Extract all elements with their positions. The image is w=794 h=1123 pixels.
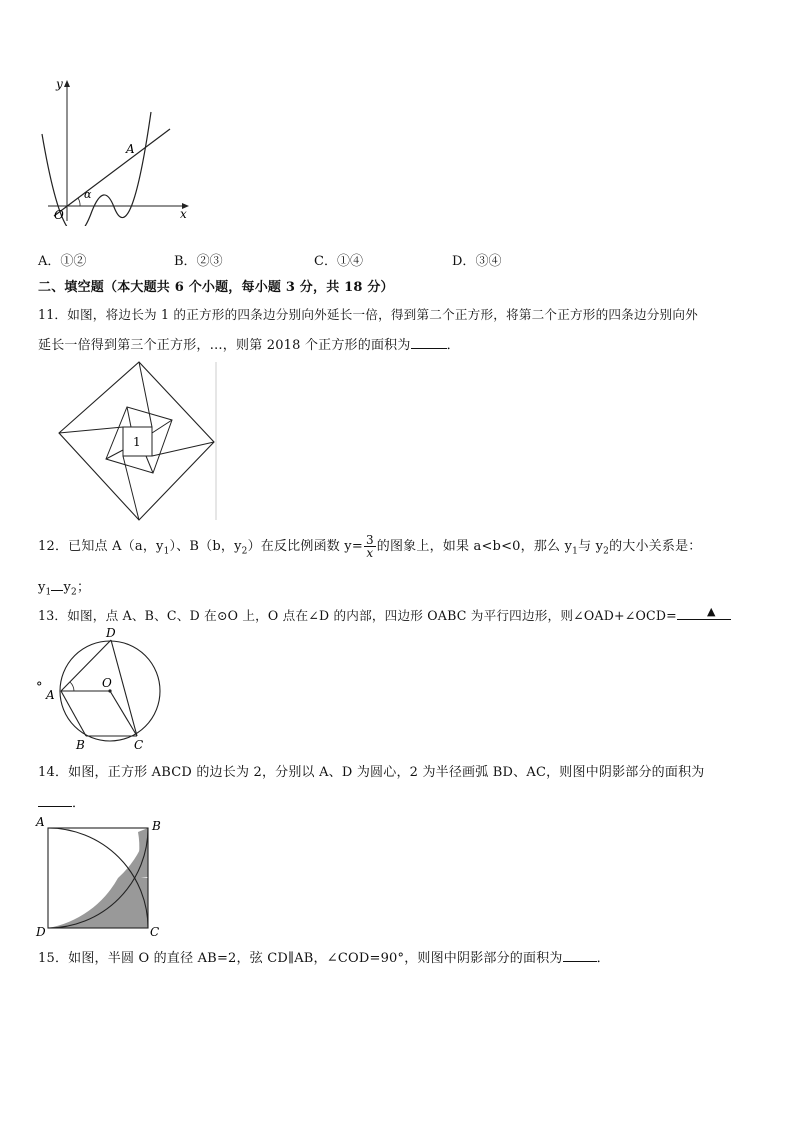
label-b: B [76,738,85,751]
section-title: 二、填空题（本大题共 6 个小题，每小题 3 分，共 18 分） [38,280,394,295]
q15-answer-blank[interactable] [563,949,597,962]
option-b[interactable]: B．②③ [174,254,223,269]
label-d: D [106,626,116,640]
label-o: O [102,676,112,690]
angle-arc-a [70,682,74,691]
label-o: O [54,208,64,222]
q13-text: 13．如图，点 A、B、C、D 在⊙O 上，O 点在∠D 的内部，四边形 OABC 为平行四边形，则∠OAD+∠OCD= ▲ [38,605,731,624]
answer-marker: ▲ [706,605,716,618]
label-a: A [46,688,55,702]
q14-text: 14．如图，正方形 ABCD 的边长为 2，分别以 A、D 为圆心，2 为半径画弧 BD、AC，则图中阴影部分的面积为 [38,765,705,780]
square-arcs-figure [34,814,168,938]
label-y: y [56,77,63,91]
angle-arc [78,198,80,206]
label-a: A [126,142,135,156]
label-alpha: α [84,188,92,201]
option-c[interactable]: C．①④ [314,254,363,269]
unit-square-label: 1 [133,435,141,449]
q11-line1: 11．如图，将边长为 1 的正方形的四条边分别向外延长一倍，得到第二个正方形，将第二个正方形的四条边分别向外 [38,307,698,322]
shaded-region-bottom [48,878,148,928]
option-d[interactable]: D．③④ [452,254,502,269]
label-c: C [134,738,144,751]
inner-ext-2 [152,420,172,433]
circle-quadrilateral-figure [34,625,168,751]
q13-answer-blank[interactable] [677,607,731,620]
segment-oc [110,691,137,736]
segment-dc [111,640,137,736]
q11-line2-text: 延长一倍得到第三个正方形，…，则第 2018 个正方形的面积为 [38,338,411,353]
fraction-3-over-x: $\frac{3}{x}$ [365,533,374,560]
q11-line2 [38,334,460,353]
label-d: D [36,925,46,938]
q15-text: 15．如图，半圆 O 的直径 AB=2，弦 CD∥AB，∠COD=90°，则图中阴影部分的面积为 ． [38,951,610,966]
inner-ext-1 [127,407,131,427]
parabola-line-figure [36,76,196,226]
label-x: x [180,207,187,221]
label-a: A [36,815,45,829]
option-a[interactable]: A．①② [38,254,87,269]
inner-ext-4 [106,450,123,459]
ext-line-4 [59,427,123,433]
q14-answer: ． [38,792,85,811]
q12-answer: $y_1$ $y_2$； [38,580,91,598]
y-axis-arrow [64,80,70,87]
q12-answer-blank[interactable] [51,578,63,591]
shaded-region-top [48,826,148,863]
label-b: B [152,819,161,833]
ext-line-1 [139,362,152,427]
q14-answer-blank[interactable] [38,794,72,807]
q12-text: 12．已知点 A（a，$y_1$）、B（b，$y_2$）在反比例函数 y= $\frac{3}{x}$ 的图象上，如果 a<b<0，那么 $y_1$与 $y_2$的大小关系是： [38,533,702,560]
q11-end: ． [446,338,460,353]
inner-ext-3 [146,456,153,473]
ext-line-3 [123,456,139,520]
q11-answer-blank[interactable] [411,336,447,349]
nested-squares-figure [56,360,220,522]
label-c: C [150,925,160,938]
degree-mark: ° [36,680,43,695]
